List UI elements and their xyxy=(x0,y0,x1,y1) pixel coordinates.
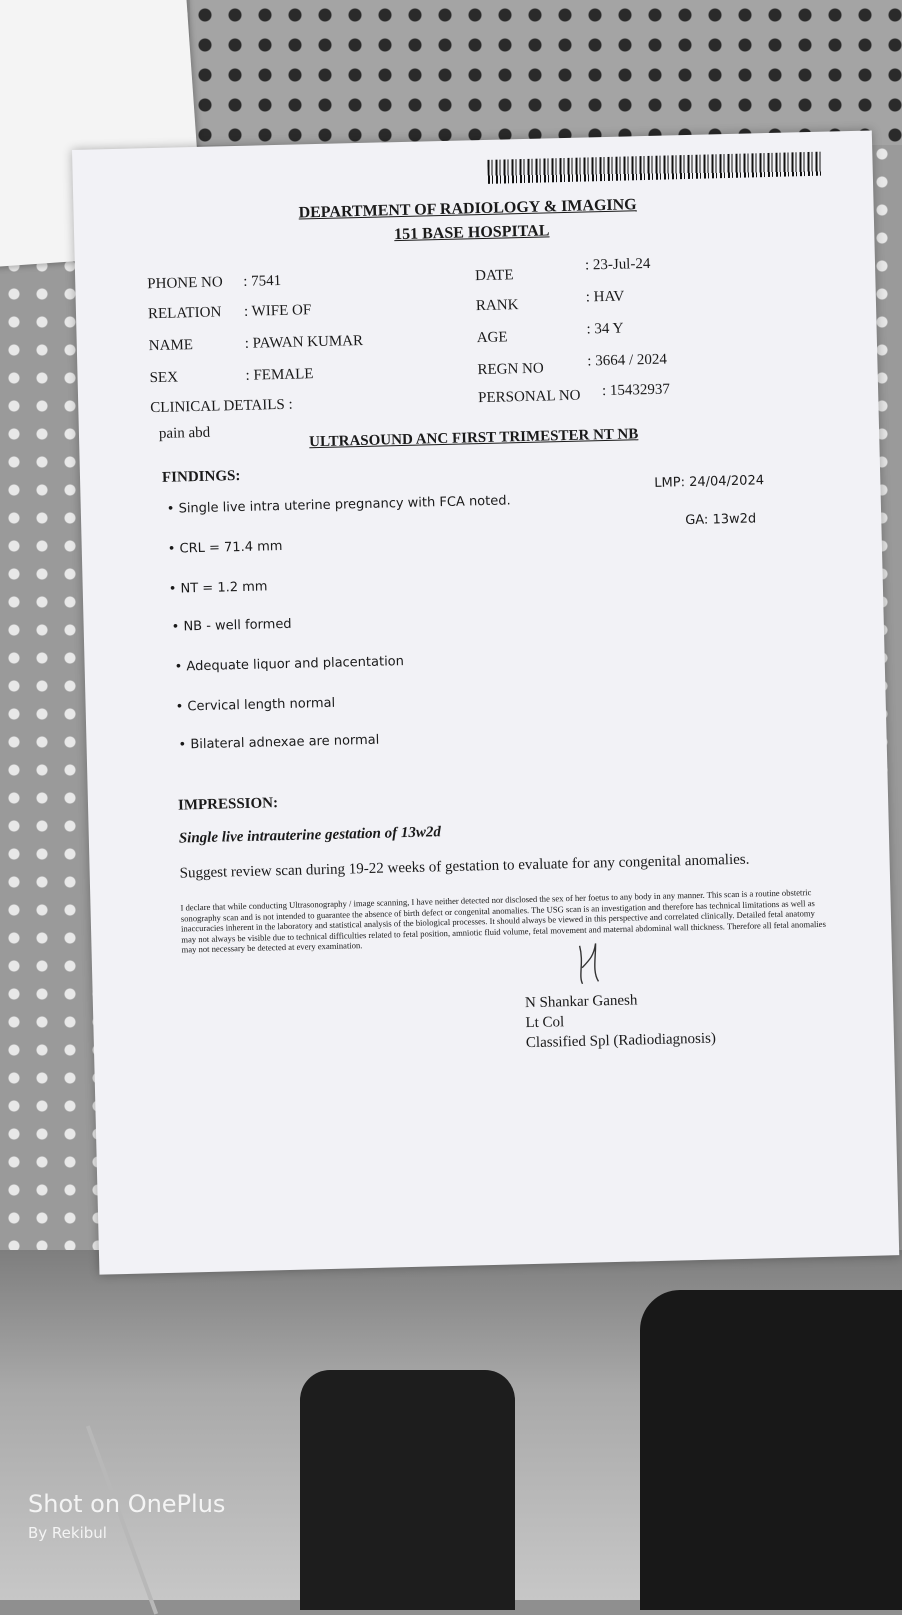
signatory-rank: Lt Col xyxy=(525,1014,565,1032)
finding-item: • NT = 1.2 mm xyxy=(168,579,268,597)
clinical-details-label: CLINICAL DETAILS : xyxy=(150,396,293,417)
regn-value: : 3664 / 2024 xyxy=(587,351,668,370)
finding-item: • NB - well formed xyxy=(171,616,292,635)
department-heading: DEPARTMENT OF RADIOLOGY & IMAGING xyxy=(298,196,637,222)
regn-label: REGN NO xyxy=(477,360,544,379)
personal-no-value: : 15432937 xyxy=(601,381,671,400)
signatory-designation: Classified Spl (Radiodiagnosis) xyxy=(525,1030,717,1052)
leg-right xyxy=(640,1290,902,1610)
impression-heading: IMPRESSION: xyxy=(177,795,279,814)
radiology-report xyxy=(72,130,899,1274)
rank-value: : HAV xyxy=(585,288,625,306)
age-value: : 34 Y xyxy=(586,320,624,338)
signature-icon xyxy=(571,937,612,988)
perforated-metal-dark-area xyxy=(190,0,902,145)
suggestion-text: Suggest review scan during 19-22 weeks of gestation to evaluate for any congenital anomalies. xyxy=(179,851,750,882)
signatory-name: N Shankar Ganesh xyxy=(524,992,638,1012)
personal-no-label: PERSONAL NO xyxy=(477,387,581,407)
name-value: : PAWAN KUMAR xyxy=(244,332,364,352)
impression-text: Single live intrauterine gestation of 13w2d xyxy=(178,824,442,847)
phone-value: : 7541 xyxy=(243,272,282,290)
finding-item: • Single live intra uterine pregnancy with FCA noted. xyxy=(166,493,511,517)
name-label: NAME xyxy=(148,337,194,355)
sex-label: SEX xyxy=(149,369,179,387)
exam-title: ULTRASOUND ANC FIRST TRIMESTER NT NB xyxy=(309,426,639,451)
age-label: AGE xyxy=(476,329,508,347)
finding-item: • CRL = 71.4 mm xyxy=(167,538,283,557)
relation-value: : WIFE OF xyxy=(243,302,312,320)
clinical-details-value: pain abd xyxy=(158,424,211,442)
finding-item: • Adequate liquor and placentation xyxy=(174,654,405,675)
declaration-text: I declare that while conducting Ultrasonography / image scanning, I have neither detected nor disclosed the sex of her foetus to any body in any manner. This scan is a routine obstetric sonography scan and is not intended to guarantee the absence of birth defect or congenital anomalies. The USG scan is an investigation and therefore has technical limitations as well as inaccuracies inherent in the laboratory and statistical analysis of the biological processes. It should always be viewed in this perspective and correlated clinically. Detailed fetal anatomy may not always be visible due to technical difficulties related to fetal position, amniotic fluid volume, fetal movement and maternal abdominal wall thickness. Therefore all fetal anomalies may not necessary be detected at every examination. xyxy=(180,887,826,955)
lmp-value: LMP: 24/04/2024 xyxy=(654,473,765,491)
relation-label: RELATION xyxy=(147,304,222,323)
camera-watermark-author: By Rekibul xyxy=(28,1524,107,1542)
leg-left xyxy=(300,1370,515,1610)
rank-label: RANK xyxy=(475,297,519,315)
hospital-heading: 151 BASE HOSPITAL xyxy=(393,222,550,244)
barcode-icon xyxy=(487,152,822,184)
finding-item: • Bilateral adnexae are normal xyxy=(178,732,380,753)
findings-heading: FINDINGS: xyxy=(161,467,241,486)
sex-value: : FEMALE xyxy=(245,366,314,384)
finding-item: • Cervical length normal xyxy=(175,695,336,715)
ga-value: GA: 13w2d xyxy=(685,511,757,529)
date-label: DATE xyxy=(475,267,514,285)
phone-label: PHONE NO xyxy=(147,274,223,293)
camera-watermark: Shot on OnePlus xyxy=(28,1490,226,1518)
date-value: : 23-Jul-24 xyxy=(584,255,651,274)
